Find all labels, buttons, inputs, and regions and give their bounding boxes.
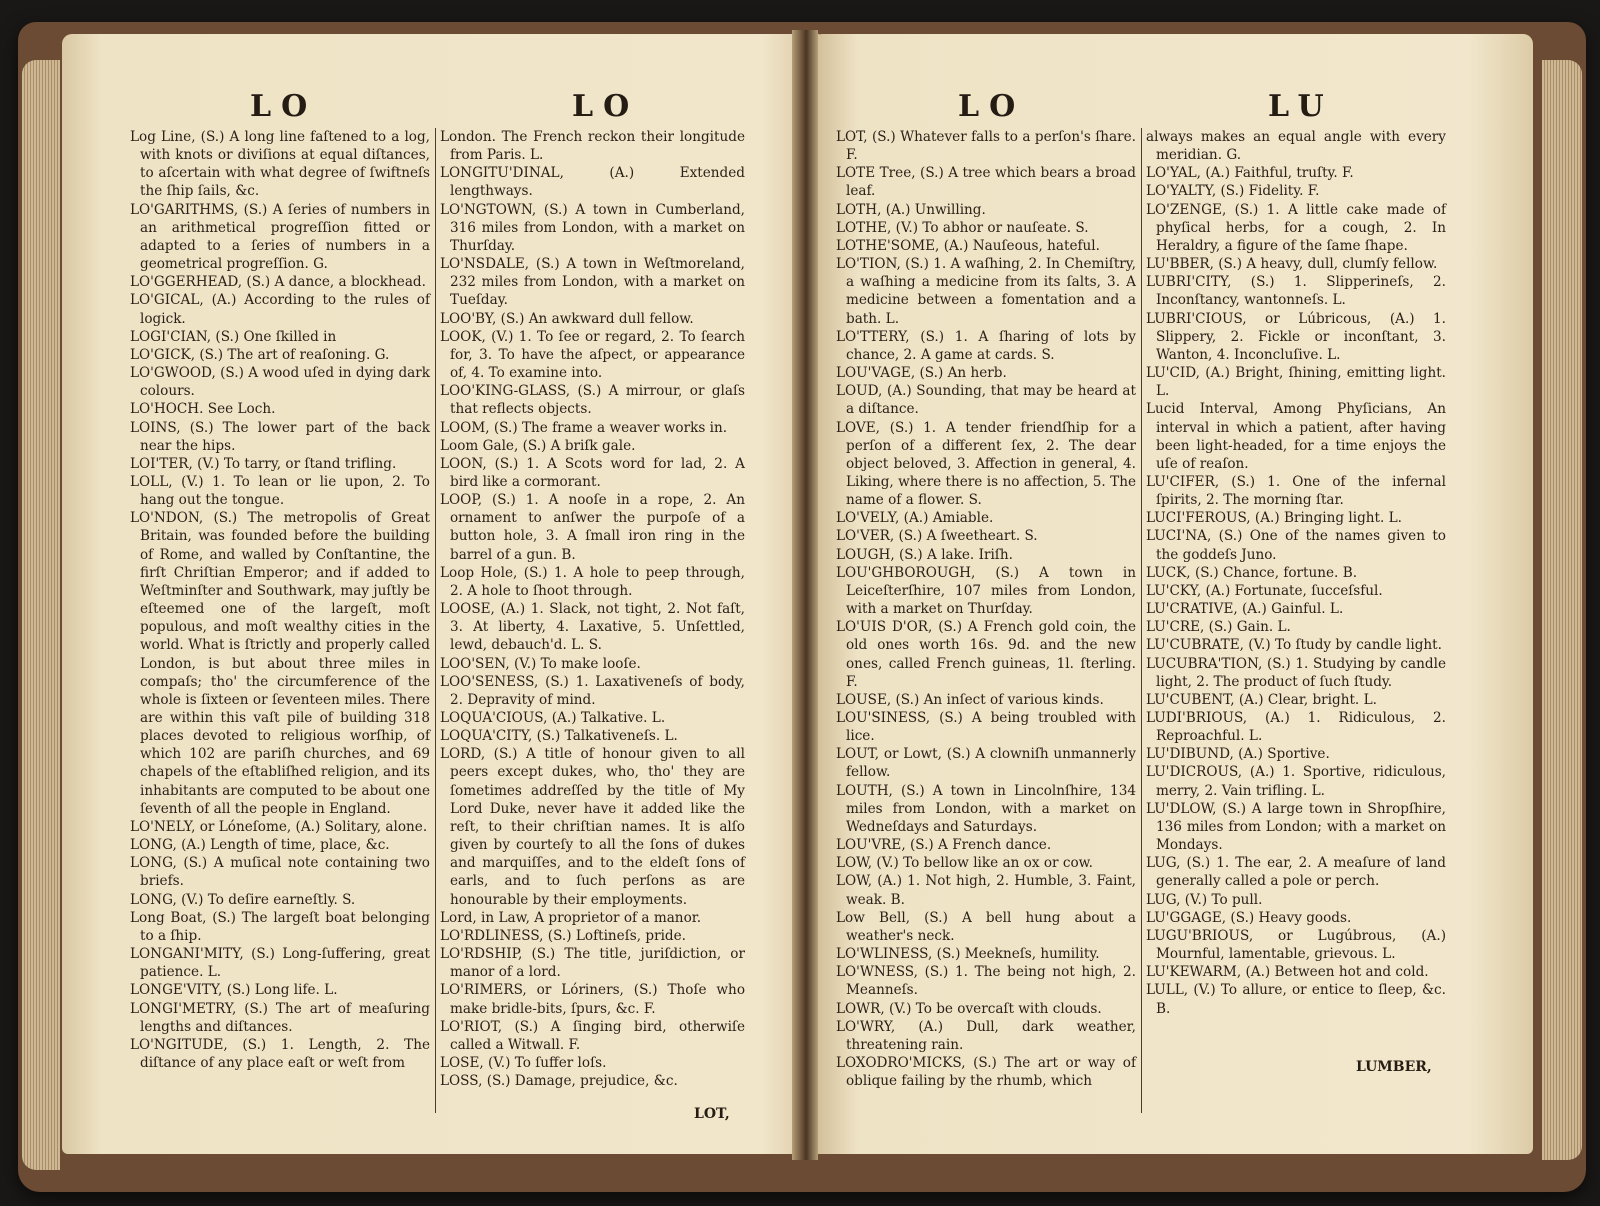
dictionary-entry: LOU'VRE, (S.) A French dance. <box>836 837 1052 854</box>
dictionary-entry: LOQUA'CIOUS, (A.) Talkative. L. <box>440 710 666 726</box>
dictionary-entry: LU'CUBENT, (A.) Clear, bright. L. <box>1146 691 1377 708</box>
dictionary-entry: LONG, (V.) To deſire earneſtly. S. <box>130 891 356 908</box>
dictionary-entry: Lucid Interval, Among Phyſicians, An interval in which a patient, after having been light-headed, for a time enjoys the uſe of reaſon. <box>1146 401 1446 472</box>
dictionary-entry: LU'DIBUND, (A.) Sportive. <box>1146 746 1330 763</box>
dictionary-entry: LO'RDLINESS, (S.) Loftineſs, pride. <box>440 927 686 944</box>
dictionary-entry: LO'RDSHIP, (S.) The title, juriſdiction, or manor of a lord. <box>440 946 745 981</box>
dictionary-entry: LO'UIS D'OR, (S.) A French gold coin, the old ones worth 16s. 9d. and the new ones, called French guineas, 1l. ſterling. F. <box>836 619 1136 690</box>
dictionary-entry: always makes an equal angle with every meridian. G. <box>1146 129 1446 164</box>
dictionary-entry: LU'DLOW, (S.) A large town in Shropſhire, 136 miles from London; with a market on Mondays. <box>1146 800 1446 854</box>
dictionary-entry: LONG, (S.) A muſical note containing two briefs. <box>130 855 430 890</box>
dictionary-entry: LU'CID, (A.) Bright, ſhining, emitting light. L. <box>1146 365 1446 400</box>
dictionary-entry: LO'TTERY, (S.) 1. A ſharing of lots by chance, 2. A game at cards. S. <box>836 328 1136 363</box>
dictionary-entry: LONG, (A.) Length of time, place, &c. <box>130 837 390 854</box>
dictionary-entry: LOOK, (V.) 1. To ſee or regard, 2. To ſearch for, 3. To have the aſpect, or appearance of, 4. To examine into. <box>440 328 745 382</box>
catchword: LUMBER, <box>1356 1059 1432 1075</box>
dictionary-entry: LUCI'NA, (S.) One of the names given to the goddeſs Juno. <box>1146 528 1446 563</box>
dictionary-entry: LU'DICROUS, (A.) 1. Sportive, ridiculous, merry, 2. Vain trifling. L. <box>1146 764 1446 799</box>
dictionary-entry: LU'CRE, (S.) Gain. L. <box>1146 619 1291 636</box>
dictionary-entry: LO'GICK, (S.) The art of reaſoning. G. <box>130 346 390 363</box>
dictionary-entry: LU'CIFER, (S.) 1. One of the infernal ſpirits, 2. The morning ſtar. <box>1146 473 1446 509</box>
dictionary-entry: LOON, (S.) 1. A Scots word for lad, 2. A bird like a cormorant. <box>440 455 745 490</box>
dictionary-entry: LO'NGITUDE, (S.) 1. Length, 2. The diſtance of any place eaſt or weſt from <box>130 1036 430 1071</box>
dictionary-entry: LOUD, (A.) Sounding, that may be heard at a diſtance. <box>836 383 1136 418</box>
dictionary-entry: LO'GWOOD, (S.) A wood uſed in dying dark colours. <box>130 365 430 400</box>
dictionary-entry: LUCK, (S.) Chance, fortune. B. <box>1146 564 1358 581</box>
dictionary-entry: LUG, (S.) 1. The ear, 2. A meaſure of land generally called a pole or perch. <box>1146 855 1446 890</box>
dictionary-entry: Loom Gale, (S.) A briſk gale. <box>440 437 636 454</box>
dictionary-entry: LOO'KING-GLASS, (S.) A mirrour, or glaſs that reflects objects. <box>440 383 745 418</box>
dictionary-entry: LO'GGERHEAD, (S.) A dance, a blockhead. <box>130 274 426 291</box>
dictionary-entry: LOSE, (V.) To ſuffer loſs. <box>440 1054 607 1071</box>
dictionary-entry: LO'WLINESS, (S.) Meekneſs, humility. <box>836 946 1100 963</box>
dictionary-entry: LO'YAL, (A.) Faithful, truſty. F. <box>1146 165 1354 182</box>
dictionary-entry: LOTE Tree, (S.) A tree which bears a broad leaf. <box>836 165 1136 200</box>
dictionary-entry: LOI'TER, (V.) To tarry, or ſtand trifling. <box>130 455 397 472</box>
column-header: LO <box>572 89 640 124</box>
dictionary-entry: LO'GICAL, (A.) According to the rules of logick. <box>130 292 430 327</box>
dictionary-entry: LO'YALTY, (S.) Fidelity. F. <box>1146 183 1320 200</box>
dictionary-entry: LOGI'CIAN, (S.) One ſkilled in <box>130 328 337 345</box>
dictionary-entry: LOINS, (S.) The lower part of the back near the hips. <box>130 419 430 454</box>
dictionary-entry: LO'TION, (S.) 1. A waſhing, 2. In Chemiſtry, a waſhing a medicine from its ſalts, 3. A medicine between a fomentation and a bath. L. <box>836 256 1136 327</box>
dictionary-entry: LU'CUBRATE, (V.) To ſtudy by candle light. <box>1146 637 1442 654</box>
dictionary-entry: LO'GARITHMS, (S.) A ſeries of numbers in an arithmetical progreſſion fitted or adapted to a ſeries of numbers in a geometrical progreſſion. G. <box>130 201 430 273</box>
dictionary-entry: Long Boat, (S.) The largeſt boat belonging to a ſhip. <box>130 909 430 944</box>
dictionary-entry: LOO'SENESS, (S.) 1. Laxativeneſs of body, 2. Depravity of mind. <box>440 673 745 708</box>
dictionary-entry: LO'ZENGE, (S.) 1. A little cake made of phyſical herbs, for a cough, 2. In Heraldry, a figure of the ſame ſhape. <box>1146 201 1446 254</box>
dictionary-entry: LOUT, or Lowt, (S.) A clowniſh unmannerly fellow. <box>836 746 1136 781</box>
dictionary-entry: LO'NGTOWN, (S.) A town in Cumberland, 316 miles from London, with a market on Thurſday. <box>440 201 745 254</box>
dictionary-entry: Lord, in Law, A proprietor of a manor. <box>440 909 702 926</box>
dictionary-entry: London. The French reckon their longitude from Paris. L. <box>440 129 745 164</box>
dictionary-entry: LONGITU'DINAL, (A.) Extended lengthways. <box>440 165 745 200</box>
dictionary-entry: LOWR, (V.) To be overcaſt with clouds. <box>836 1000 1102 1017</box>
dictionary-entry: LOO'BY, (S.) An awkward dull fellow. <box>440 310 694 327</box>
dictionary-entry: LOO'SEN, (V.) To make looſe. <box>440 655 641 672</box>
dictionary-entry: LORD, (S.) A title of honour given to all peers except dukes, who, tho' they are ſometimes addreſſed by the title of My Lord Duke, never have it added like the reſt, to their chriſtian names. It is alſo given by courteſy to all the ſons of dukes and marquiſſes, and to the eldeſt ſons of earls, and to ſuch perſons as are honourable by their employments. <box>440 746 745 908</box>
dictionary-entry: LOUTH, (S.) A town in Lincolnſhire, 134 miles from London, with a market on Wedneſdays and Saturdays. <box>836 782 1136 835</box>
dictionary-column <box>836 128 1136 1090</box>
dictionary-entry: LOU'SINESS, (S.) A being troubled with lice. <box>836 710 1136 745</box>
dictionary-entry: LONGI'METRY, (S.) The art of meaſuring lengths and diſtances. <box>130 1000 430 1035</box>
dictionary-entry: LOQUA'CITY, (S.) Talkativeneſs. L. <box>440 728 678 745</box>
dictionary-entry: LUDI'BRIOUS, (A.) 1. Ridiculous, 2. Reproachful. L. <box>1146 710 1446 745</box>
column-header: LO <box>958 89 1026 124</box>
dictionary-entry: LOVE, (S.) 1. A tender friendſhip for a perſon of a different ſex, 2. The dear object beloved, 3. Affection in general, 4. Liking, where there is no affection, 5. The name of a flower. S. <box>836 419 1136 509</box>
dictionary-entry: LUCUBRA'TION, (S.) 1. Studying by candle light, 2. The product of ſuch ſtudy. <box>1146 655 1446 690</box>
dictionary-entry: LOOSE, (A.) 1. Slack, not tight, 2. Not faſt, 3. At liberty, 4. Laxative, 5. Unſettled, lewd, debauch'd. L. S. <box>440 601 745 654</box>
dictionary-entry: LO'NELY, or Lóneſome, (A.) Solitary, alone. <box>130 818 428 835</box>
dictionary-entry: LOSS, (S.) Damage, prejudice, &c. <box>440 1073 678 1090</box>
dictionary-entry: LOU'GHBOROUGH, (S.) A town in Leiceſterſhire, 107 miles from London, with a market on Thurſday. <box>836 564 1136 618</box>
dictionary-entry: LU'BBER, (S.) A heavy, dull, clumſy fellow. <box>1146 256 1438 273</box>
dictionary-entry: LOUGH, (S.) A lake. Iriſh. <box>836 546 1013 563</box>
dictionary-entry: LUG, (V.) To pull. <box>1146 891 1263 908</box>
dictionary-entry: LOTHE, (V.) To abhor or nauſeate. S. <box>836 219 1089 236</box>
dictionary-entry: LOXODRO'MICKS, (S.) The art or way of oblique failing by the rhumb, which <box>836 1054 1136 1090</box>
dictionary-entry: LUGU'BRIOUS, or Lugúbrous, (A.) Mournful, lamentable, grievous. L. <box>1146 927 1446 963</box>
catchword: LOT, <box>694 1106 730 1122</box>
dictionary-entry: LOOP, (S.) 1. A nooſe in a rope, 2. An ornament to anſwer the purpoſe of a button hole, 3. A ſmall iron ring in the barrel of a gun. B. <box>440 492 745 563</box>
dictionary-column <box>1146 128 1446 1018</box>
dictionary-entry: LO'RIMERS, or Lóriners, (S.) Thoſe who make bridle-bits, ſpurs, &c. F. <box>440 982 745 1017</box>
dictionary-entry: LUBRI'CITY, (S.) 1. Slipperineſs, 2. Inconſtancy, wantonneſs. L. <box>1146 274 1446 309</box>
dictionary-entry: LO'NSDALE, (S.) A town in Weſtmoreland, 232 miles from London, with a market on Tueſday. <box>440 256 745 309</box>
right-page-edges <box>1542 60 1582 1160</box>
left-page-edges <box>22 60 60 1170</box>
left-page <box>62 34 822 1154</box>
column-divider <box>435 128 436 1113</box>
dictionary-entry: LU'KEWARM, (A.) Between hot and cold. <box>1146 964 1429 981</box>
dictionary-entry: LOW, (V.) To bellow like an ox or cow. <box>836 855 1093 872</box>
dictionary-entry: LONGE'VITY, (S.) Long life. L. <box>130 982 338 999</box>
dictionary-entry: LO'WRY, (A.) Dull, dark weather, threatening rain. <box>836 1018 1136 1053</box>
dictionary-entry: LOT, (S.) Whatever falls to a perſon's ſhare. F. <box>836 129 1136 164</box>
column-header: LU <box>1268 89 1334 124</box>
dictionary-entry: Log Line, (S.) A long line faſtened to a log, with knots or diviſions at equal diſtances, to aſcertain with what degree of ſwiftneſs the ſhip ſails, &c. <box>130 129 430 200</box>
dictionary-entry: LOU'VAGE, (S.) An herb. <box>836 365 1007 382</box>
column-header: LO <box>250 89 318 124</box>
dictionary-entry: LU'GGAGE, (S.) Heavy goods. <box>1146 909 1352 926</box>
dictionary-entry: LO'HOCH. See Loch. <box>130 401 276 418</box>
dictionary-entry: Low Bell, (S.) A bell hung about a weather's neck. <box>836 909 1136 944</box>
dictionary-entry: Loop Hole, (S.) 1. A hole to peep through, 2. A hole to ſhoot through. <box>440 564 745 599</box>
dictionary-entry: LOLL, (V.) 1. To lean or lie upon, 2. To hang out the tongue. <box>130 473 430 509</box>
right-page <box>818 34 1533 1154</box>
dictionary-entry: LOOM, (S.) The frame a weaver works in. <box>440 419 728 436</box>
dictionary-entry: LULL, (V.) To allure, or entice to ſleep, &c. B. <box>1146 982 1446 1017</box>
dictionary-entry: LONGANI'MITY, (S.) Long-ſuffering, great patience. L. <box>130 946 430 981</box>
dictionary-column <box>440 128 745 1090</box>
dictionary-entry: LOTHE'SOME, (A.) Nauſeous, hateful. <box>836 237 1100 254</box>
column-divider <box>1141 128 1142 1113</box>
dictionary-entry: LO'RIOT, (S.) A ſinging bird, otherwiſe called a Witwall. F. <box>440 1018 745 1053</box>
dictionary-entry: LOUSE, (S.) An inſect of various kinds. <box>836 691 1104 708</box>
dictionary-column <box>130 128 430 1072</box>
dictionary-entry: LO'VELY, (A.) Amiable. <box>836 510 994 527</box>
dictionary-entry: LUBRI'CIOUS, or Lúbricous, (A.) 1. Slippery, 2. Fickle or inconſtant, 3. Wanton, 4. Inconcluſive. L. <box>1146 310 1446 363</box>
dictionary-entry: LO'NDON, (S.) The metropolis of Great Britain, was founded before the building of Rome, and walled by Conſtantine, the firſt Chriſtian Emperor; and if added to Weſtminſter and Southwark, may juſtly be eſteemed one of the largeſt, moſt populous, and moſt wealthy cities in the world. What is ſtrictly and properly called London, is but about three miles in compaſs; tho' the circumference of the whole is ſixteen or ſeventeen miles. There are within this vaſt pile of building 318 places devoted to religious worſhip, of which 102 are pariſh churches, and 69 chapels of the eſtabliſhed religion, and its inhabitants are computed to be about one ſeventh of all the people in England. <box>130 510 430 817</box>
dictionary-entry: LU'CRATIVE, (A.) Gainful. L. <box>1146 601 1344 618</box>
dictionary-entry: LOW, (A.) 1. Not high, 2. Humble, 3. Faint, weak. B. <box>836 873 1136 908</box>
dictionary-entry: LO'WNESS, (S.) 1. The being not high, 2. Meanneſs. <box>836 964 1136 999</box>
book-gutter <box>792 30 818 1160</box>
dictionary-entry: LUCI'FEROUS, (A.) Bringing light. L. <box>1146 510 1402 527</box>
dictionary-entry: LU'CKY, (A.) Fortunate, ſucceſsful. <box>1146 582 1383 599</box>
dictionary-entry: LO'VER, (S.) A ſweetheart. S. <box>836 528 1038 545</box>
dictionary-entry: LOTH, (A.) Unwilling. <box>836 201 986 218</box>
